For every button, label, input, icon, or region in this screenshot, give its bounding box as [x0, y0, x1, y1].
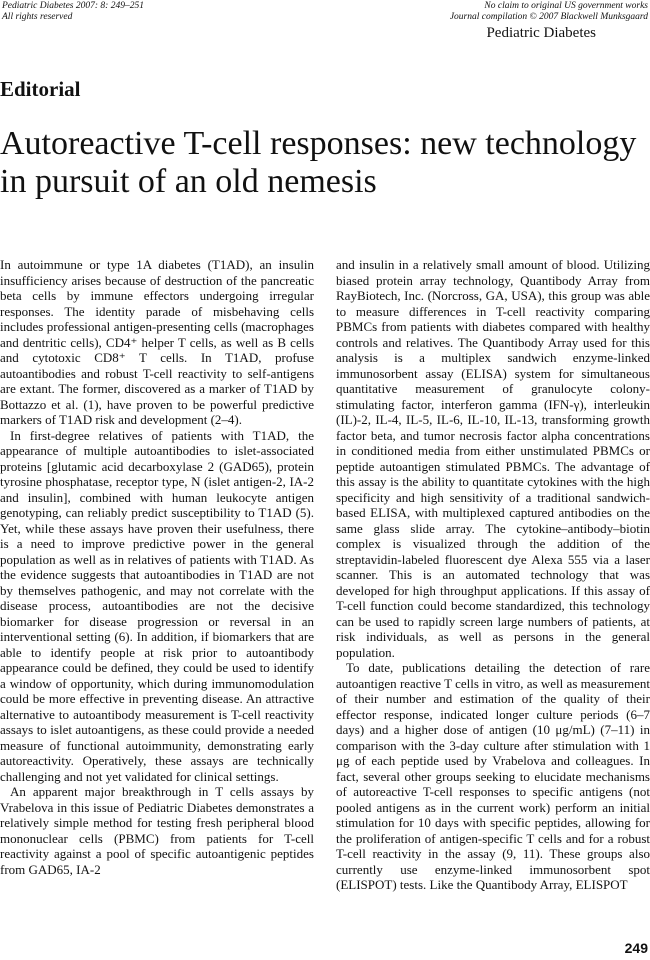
running-header-left — [2, 1, 144, 23]
journal-citation: Pediatric Diabetes 2007: 8: 249–251 — [2, 1, 144, 11]
paragraph: To date, publications detailing the detection of rare autoantigen reactive T cells in vitro, as well as measurement of their number and estimation of the quality of their effector response, indicated longer culture periods (6–7 days) and a higher dose of antigen (10 μg/mL) (7–11) in comparison with the 3-day culture after stimulation with 1 μg of each peptide used by Vrabelova and colleagues. In fact, several other groups seeking to elucidate mechanisms of autoreactive T-cell responses to specific antigens (not pooled antigens as in the current work) perform an initial stimulation for 10 days with specific peptides, allowing for the proliferation of antigen-specific T cells and for a robust T-cell reactivity in the assay (9, 11). These groups also currently use enzyme-linked immunosorbent spot (ELISPOT) tests. Like the Quantibody Array, ELISPOT — [336, 660, 650, 892]
section-label: Editorial — [0, 77, 81, 101]
copyright-claim: No claim to original US government works — [484, 1, 648, 11]
body-column-right — [336, 257, 650, 893]
journal-compilation: Journal compilation © 2007 Blackwell Munksgaard — [449, 12, 648, 22]
article-title: Autoreactive T-cell responses: new technology in pursuit of an old nemesis — [0, 125, 637, 200]
running-header-right — [450, 1, 648, 23]
page-number: 249 — [624, 940, 648, 956]
paragraph: and insulin in a relatively small amount of blood. Utilizing biased protein array technology, Quantibody Array from RayBiotech, Inc. (Norcross, GA, USA), this group was able to measure differences in T-cell reactivity comparing PBMCs from patients with diabetes compared with healthy controls and relatives. The Quantibody Array used for this analysis is a multiplex sandwich enzyme-linked immunosorbent assay (ELISA) system for simultaneous quantitative measurement of granulocyte colony-stimulating factor, interferon gamma (IFN-γ), interleukin (IL)-2, IL-4, IL-5, IL-6, IL-10, IL-13, transforming growth factor beta, and tumor necrosis factor alpha concentrations in conditioned media from either unstimulated PBMCs or peptide autoantigen stimulated PBMCs. The advantage of this assay is the ability to quantitate cytokines with the high specificity and high sensitivity of a traditional sandwich-based ELISA, with multiplexed captured antibodies on the same glass slide array. The cytokine–antibody–biotin complex is visualized through the addition of the streptavidin-labeled fluorescent dye Alexa 555 via a laser scanner. This is an automated technology that was developed for high throughput applications. If this assay of T-cell function could become standardized, this technology can be used to rapidly screen large numbers of patients, at risk individuals, as well as persons in the general population. — [336, 257, 650, 660]
paragraph: An apparent major breakthrough in T cells assays by Vrabelova in this issue of Pediatric Diabetes demonstrates a relatively simple method for testing fresh peripheral blood mononuclear cells (PBMC) from patients for T-cell reactivity against a pool of specific autoantigenic peptides from GAD65, IA-2 — [0, 784, 314, 877]
paragraph: In first-degree relatives of patients with T1AD, the appearance of multiple autoantibodies to islet-associated proteins [glutamic acid decarboxylase 2 (GAD65), protein tyrosine phosphatase, receptor type, N (islet antigen-2, IA-2 and insulin], combined with human leukocyte antigen genotyping, can reliably predict susceptibility to T1AD (5). Yet, while these assays have proven their usefulness, there is a need to improve predictive power in the general population as well as in relatives of patients with T1AD. As the evidence suggests that autoantibodies in T1AD are not by themselves pathogenic, and may not correlate with the disease process, autoantibodies are not the decisive biomarker for disease progression or reversal in an interventional setting (6). In addition, if biomarkers that are able to identify people at risk prior to autoantibody appearance could be defined, they could be used to identify a window of opportunity, which during immunomodulation could be more effective in preventing disease. An attractive alternative to autoantibody measurement is T-cell reactivity assays to islet autoantigens, as these could provide a needed measure of functional autoimmunity, demonstrating early autoreactivity. Operatively, these assays are technically challenging and not yet validated for clinical settings. — [0, 427, 314, 784]
journal-name: Pediatric Diabetes — [486, 25, 596, 41]
body-column-left — [0, 257, 314, 877]
paragraph: In autoimmune or type 1A diabetes (T1AD), an insulin insufficiency arises because of destruction of the pancreatic beta cells by immune effectors undergoing irregular responses. The identity parade of misbehaving cells includes professional antigen-presenting cells (macrophages and dentritic cells), CD4⁺ helper T cells, as well as B cells and cytotoxic CD8⁺ T cells. In T1AD, profuse autoantibodies and robust T-cell reactivity to self-antigens are extant. The former, discovered as a marker of T1AD by Bottazzo et al. (1), have proven to be powerful predictive markers of T1AD risk and development (2–4). — [0, 257, 314, 427]
rights-notice: All rights reserved — [2, 12, 73, 22]
